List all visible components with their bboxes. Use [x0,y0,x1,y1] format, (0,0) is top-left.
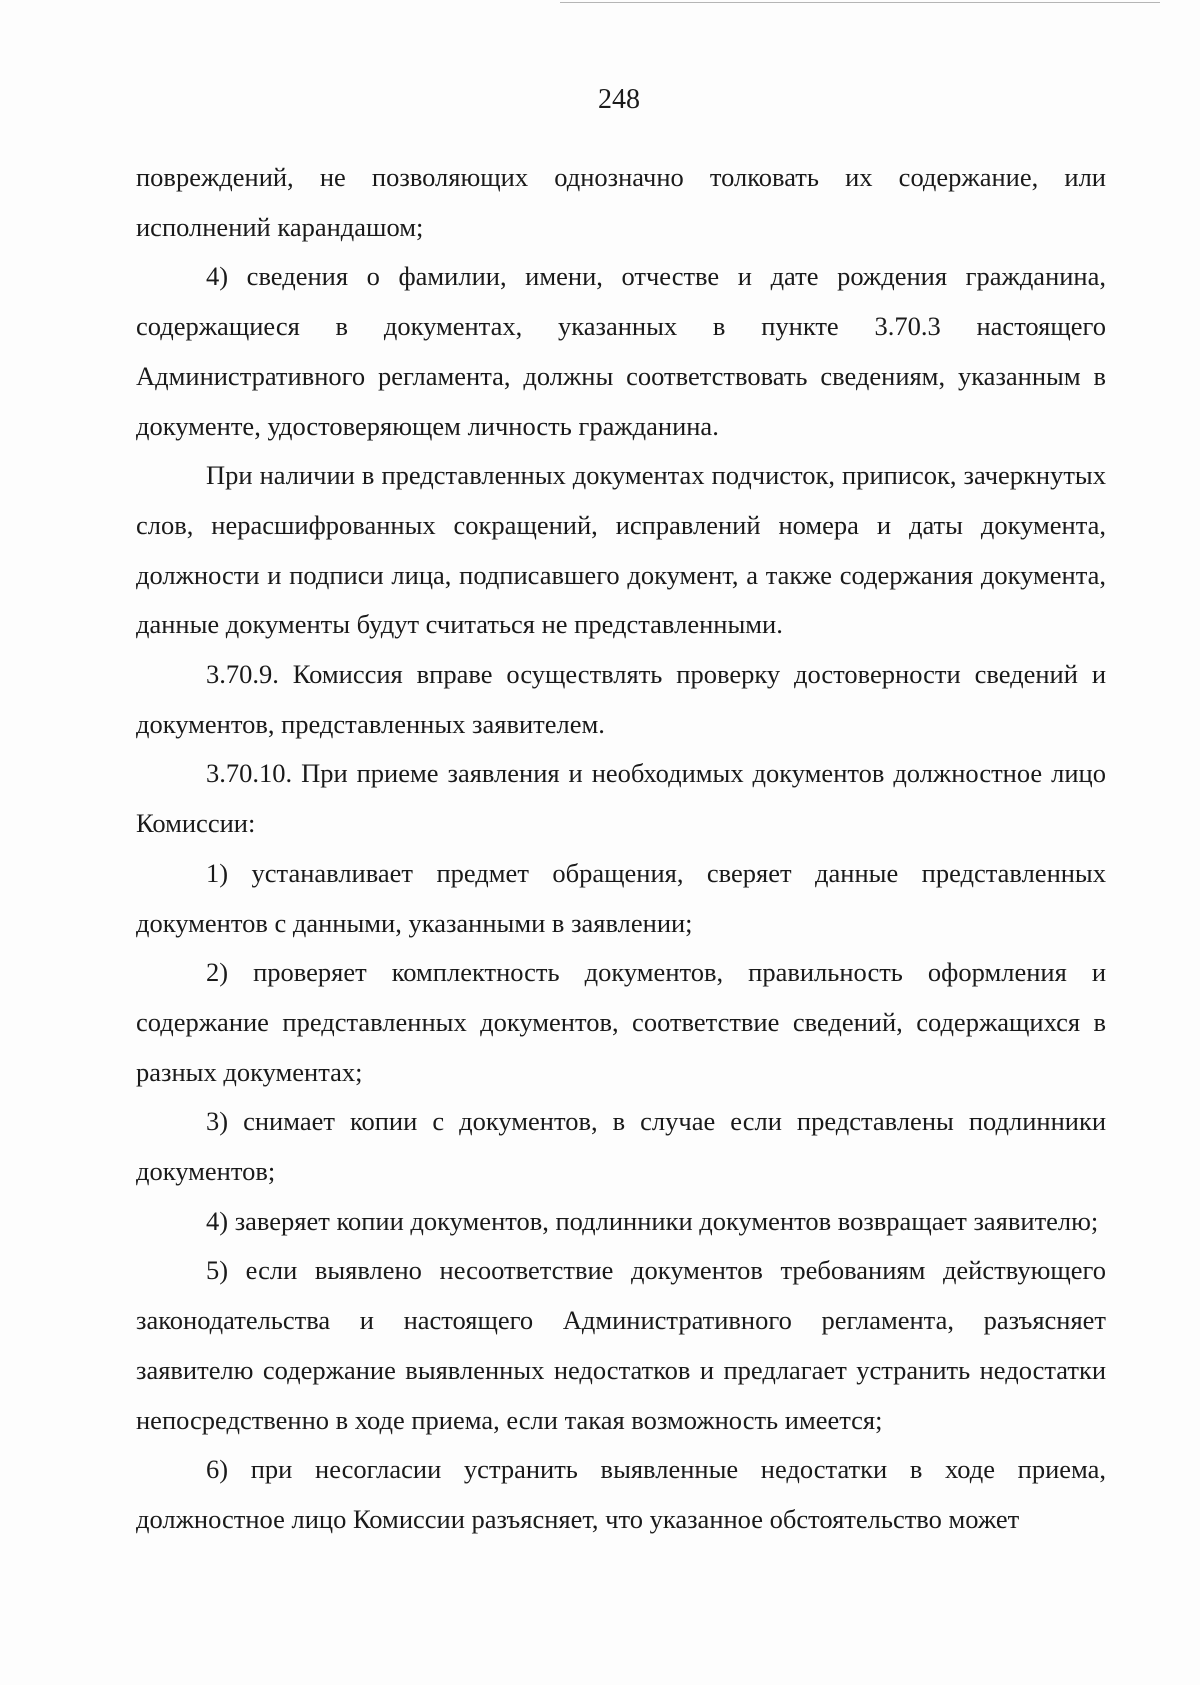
paragraph-corrections-rule: При наличии в представленных документах подчисток, приписок, зачеркнутых слов, нерасшифрованных сокращений, исправлений номера и даты документа, должности и подписи лица, подписавшего документ, а также содержания документа, данные документы будут считаться не представленными. [136,460,1106,640]
document-body [136,153,1106,1545]
page-number: 248 [598,84,640,115]
list-item-1: 1) устанавливает предмет обращения, сверяет данные представленных документов с данными, указанными в заявлении; [136,857,1106,938]
list-item-3: 3) снимает копии с документов, в случае если представлены подлинники документов; [136,1106,1106,1187]
list-item-5: 5) если выявлено несоответствие документов требованиям действующего законодательства и настоящего Административного регламента, разъясняет заявителю содержание выявленных недостатков и предлагает устранить недостатки непосредственно в ходе приема, если такая возможность имеется; [136,1255,1106,1435]
list-item-6: 6) при несогласии устранить выявленные недостатки в ходе приема, должностное лицо Комиссии разъясняет, что указанное обстоятельство может [136,1454,1106,1534]
paragraph-3-70-10: 3.70.10. При приеме заявления и необходимых документов должностное лицо Комиссии: [136,758,1106,839]
paragraph-3-70-9: 3.70.9. Комиссия вправе осуществлять проверку достоверности сведений и документов, представленных заявителем. [136,659,1106,739]
top-edge-rule [560,2,1160,3]
paragraph-item-4-personal-data: 4) сведения о фамилии, имени, отчестве и дате рождения гражданина, содержащиеся в документах, указанных в пункте 3.70.3 настоящего Административного регламента, должны соответствовать сведениям, указанным в документе, удостоверяющем личность гражданина. [136,261,1106,441]
paragraph-continuation: повреждений, не позволяющих однозначно толковать их содержание, или исполнений карандашом; [136,162,1106,242]
list-item-2: 2) проверяет комплектность документов, правильность оформления и содержание представленных документов, соответствие сведений, содержащихся в разных документах; [136,957,1106,1087]
list-item-4: 4) заверяет копии документов, подлинники документов возвращает заявителю; [206,1205,1099,1236]
